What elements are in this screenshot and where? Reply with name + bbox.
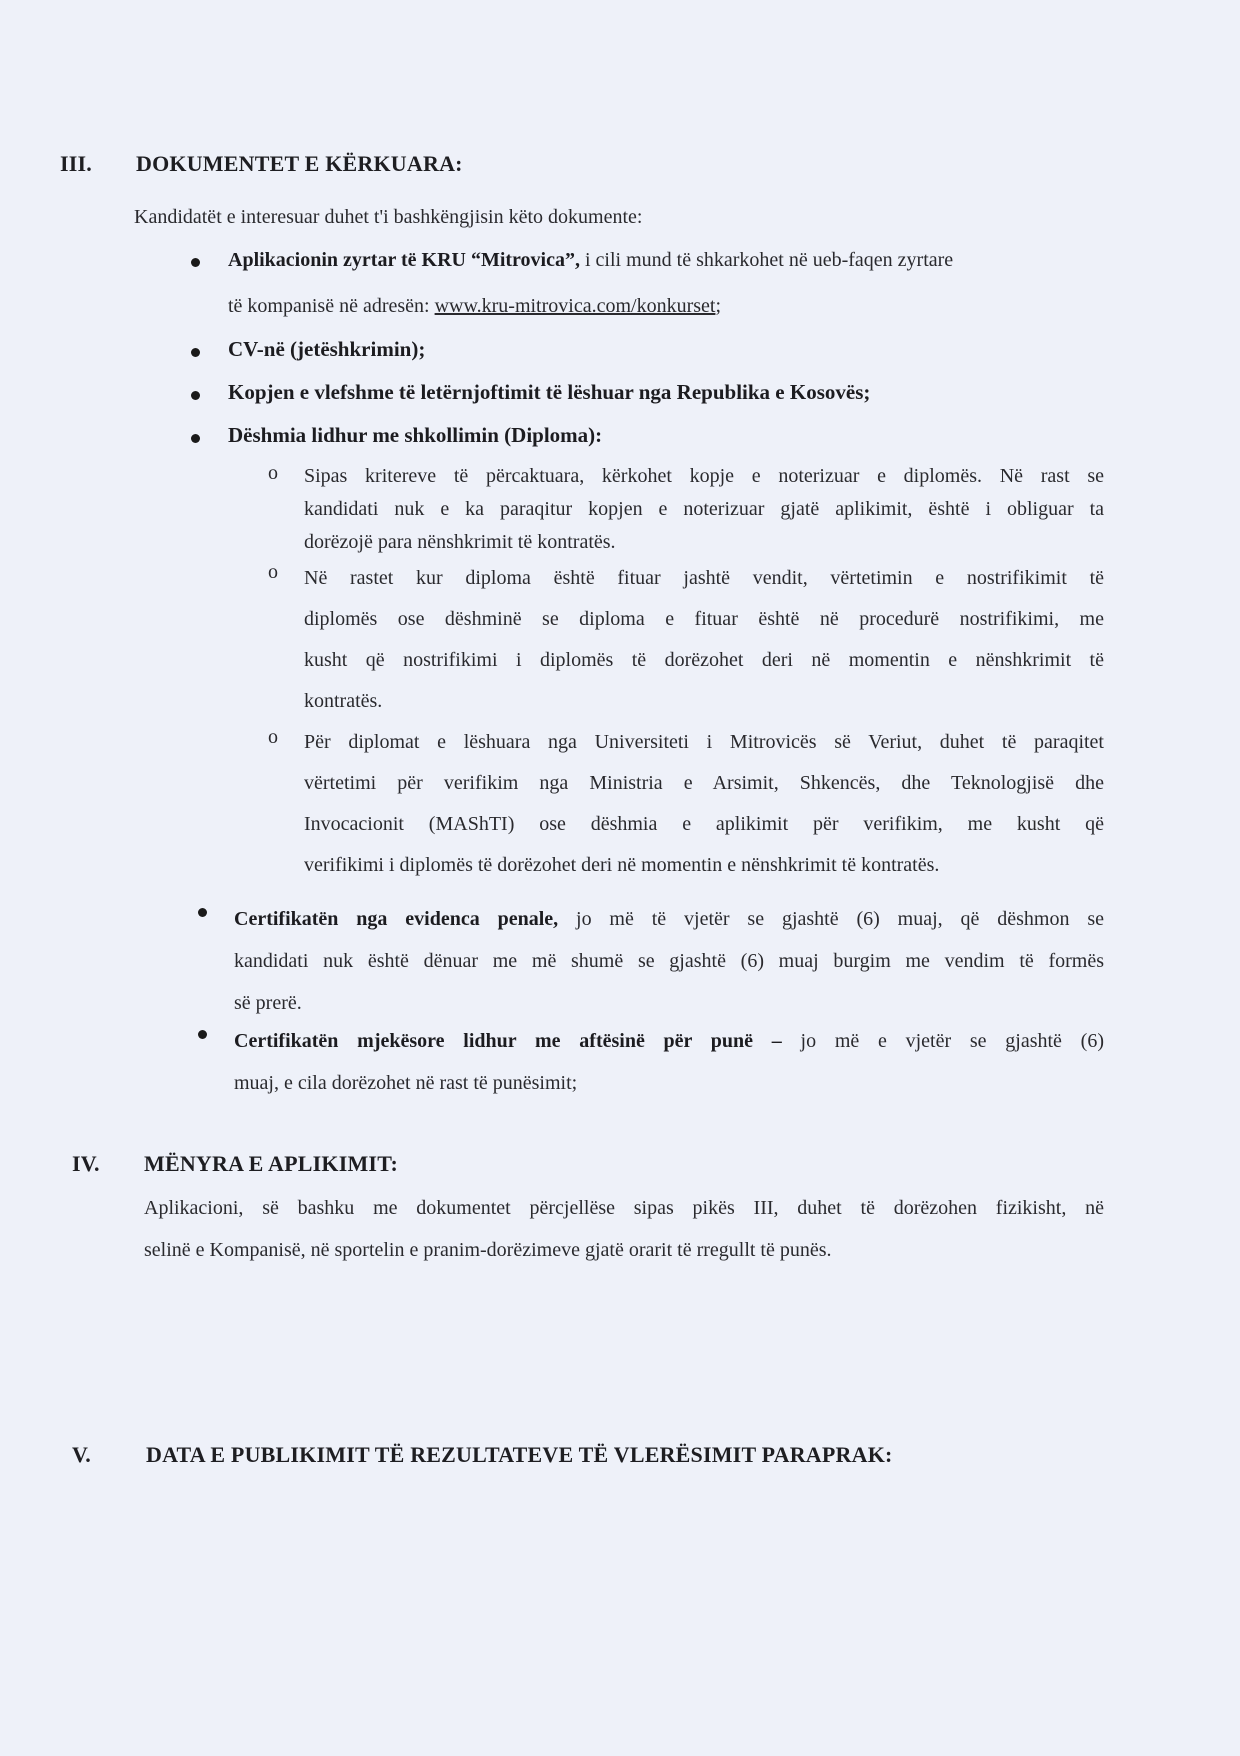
bullet-icon [191,391,200,400]
item-text: së prerë. [234,992,302,1014]
sub-bullet-icon: o [268,462,278,484]
bullet-icon [198,908,207,917]
bullet-icon [191,434,200,443]
list-item-application [228,250,953,270]
konkurset-link[interactable]: www.kru-mitrovica.com/konkurset [434,295,716,317]
item-text: i cili mund të shkarkohet në ueb-faqen zyrtare [580,249,954,271]
item-text: muaj, e cila dorëzohet në rast të punësimit; [234,1072,578,1094]
section-title: MËNYRA E APLIKIMIT: [144,1151,398,1176]
sub-item-line: kandidati nuk e ka paraqitur kopjen e noterizuar gjatë aplikimit, është i obliguar ta [304,498,1104,520]
list-item-medical-certificate [234,1020,1104,1104]
section-title: DATA E PUBLIKIMIT TË REZULTATEVE TË VLERËSIMIT PARAPRAK: [146,1442,893,1467]
section-title: DOKUMENTET E KËRKUARA: [136,151,463,176]
list-item-application-line2 [228,296,721,316]
section-4-heading [72,1151,772,1181]
sub-item-verification [304,722,1104,886]
item-text: jo më të vjetër se gjashtë (6) muaj, që dëshmon se [558,908,1105,930]
sub-item-line: verifikimi i diplomës të dorëzohet deri në momentin e nënshkrimit të kontratës. [304,854,940,876]
application-method-text [144,1187,1104,1271]
item-text: jo më e vjetër se gjashtë (6) [781,1030,1104,1052]
sub-item-line: Sipas kritereve të përcaktuara, kërkohet kopje e noterizuar e diplomës. Në rast se [304,465,1104,487]
sub-item-nostrification [304,558,1104,722]
sub-item-line: diplomës ose dëshminë se diploma e fituar është në procedurë nostrifikimi, me [304,608,1104,630]
sub-bullet-icon: o [268,726,278,748]
bullet-icon [191,258,200,267]
section-number: IV. [72,1151,100,1176]
list-item-id-copy: Kopjen e vlefshme të letërnjoftimit të lëshuar nga Republika e Kosovës; [228,380,871,404]
sub-item-line: Për diplomat e lëshuara nga Universiteti i Mitrovicës së Veriut, duhet të paraqitet [304,731,1104,753]
intro-text: Kandidatët e interesuar duhet t'i bashkëngjisin këto dokumente: [134,206,643,228]
section-number: V. [72,1442,91,1467]
item-text: kandidati nuk është dënuar me më shumë se gjashtë (6) muaj burgim me vendim të formës [234,950,1104,972]
bullet-icon [191,348,200,357]
sub-item-line: Invocacionit (MAShTI) ose dëshmia e aplikimit për verifikim, me kusht që [304,813,1104,835]
list-item-criminal-record [234,898,1104,1024]
list-item-cv: CV-në (jetëshkrimin); [228,337,426,361]
sub-item-line: Në rastet kur diploma është fituar jashtë vendit, vërtetimin e nostrifikimit të [304,567,1104,589]
section-3-heading [60,151,760,181]
sub-bullet-icon: o [268,561,278,583]
section-number: III. [60,151,92,176]
item-bold-text: Certifikatën mjekësore lidhur me aftësinë për punë – [234,1030,782,1052]
sub-item-line: dorëzojë para nënshkrimit të kontratës. [304,531,616,553]
paragraph-line: Aplikacioni, së bashku me dokumentet përcjellëse sipas pikës III, duhet të dorëzohen fizikisht, në [144,1197,1104,1219]
list-item-diploma: Dëshmia lidhur me shkollimin (Diploma): [228,423,603,447]
sub-item-line: kontratës. [304,690,383,712]
item-bold-text: Aplikacionin zyrtar të KRU “Mitrovica”, [228,249,580,271]
bullet-icon [198,1030,207,1039]
section-5-heading [72,1442,1072,1472]
item-text: ; [715,295,722,317]
paragraph-line: selinë e Kompanisë, në sportelin e pranim-dorëzimeve gjatë orarit të rregullt të punës. [144,1239,832,1261]
sub-item-line: kusht që nostrifikimi i diplomës të dorëzohet deri në momentin e nënshkrimit të [304,649,1104,671]
item-bold-text: Certifikatën nga evidenca penale, [234,908,559,930]
item-text: të kompanisë në adresën: [228,295,435,317]
sub-item-line: vërtetimi për verifikim nga Ministria e Arsimit, Shkencës, dhe Teknologjisë dhe [304,772,1104,794]
sub-item-notarized-copy [304,460,1104,559]
